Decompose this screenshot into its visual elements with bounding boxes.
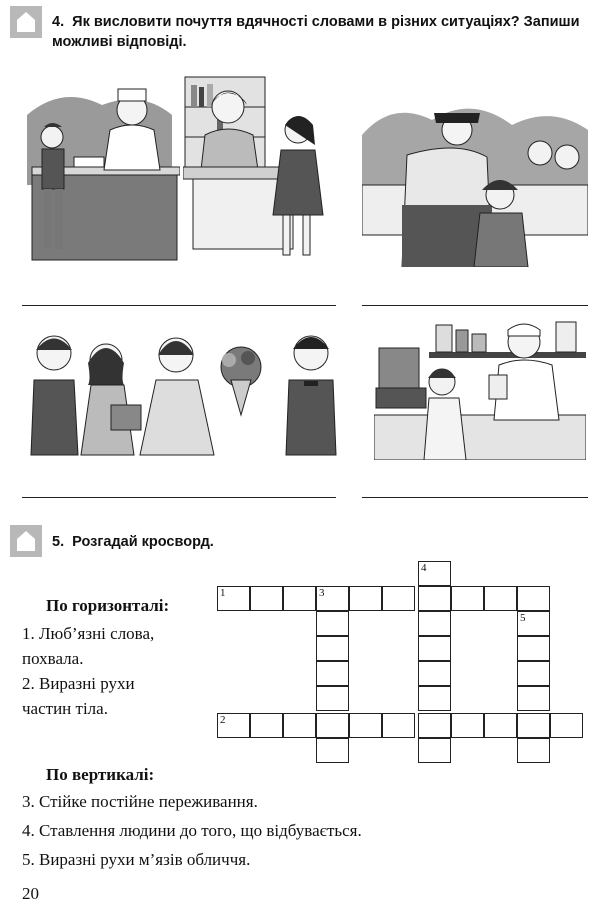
crossword-cell[interactable] [250, 586, 283, 611]
crossword-cell[interactable] [316, 738, 349, 763]
policeman-and-girl-scene [362, 95, 588, 267]
across-clue-1 [22, 622, 154, 671]
down-clue-4: 4. Ставлення людини до того, що відбувається. [22, 821, 362, 840]
crossword-cell[interactable] [418, 636, 451, 661]
crossword-cell[interactable] [316, 586, 349, 611]
crossword-cell[interactable] [418, 611, 451, 636]
task4-line2: можливі відповіді. [52, 34, 187, 50]
crossword-cell[interactable] [517, 686, 550, 711]
crossword-cell[interactable] [517, 636, 550, 661]
crossword-cell[interactable] [418, 586, 451, 611]
cell-number-1: 1 [220, 587, 226, 599]
crossword-cell[interactable] [517, 586, 550, 611]
across-clue-2-line2: частин тіла. [22, 699, 108, 718]
crossword-cell[interactable] [418, 738, 451, 763]
task5-text [52, 532, 214, 552]
page-number: 20 [22, 884, 39, 903]
task4-number: 4. [52, 14, 65, 30]
crossword-cell[interactable] [517, 738, 550, 763]
crossword-cell[interactable] [418, 661, 451, 686]
across-title: По горизонталі: [46, 596, 170, 615]
across-clue-1-line2: похвала. [22, 649, 84, 668]
crossword-cell[interactable] [316, 661, 349, 686]
cell-number-2: 2 [220, 714, 226, 726]
crossword-cell[interactable] [517, 713, 550, 738]
crossword-cell[interactable] [418, 686, 451, 711]
answer-line-3[interactable] [22, 497, 336, 498]
crossword-cell[interactable] [316, 713, 349, 738]
crossword-cell[interactable] [349, 586, 382, 611]
crossword-cell[interactable] [418, 561, 451, 586]
crossword-cell[interactable] [484, 713, 517, 738]
across-clue-1-line1: 1. Люб’язні слова, [22, 624, 155, 643]
task-house-icon [10, 525, 42, 557]
answer-line-2[interactable] [362, 305, 588, 306]
doctor-and-boy-scene [22, 75, 180, 270]
down-clue-5: 5. Виразні рухи м’язів обличчя. [22, 850, 251, 869]
crossword-cell[interactable] [217, 713, 250, 738]
crossword-cell[interactable] [517, 661, 550, 686]
crossword-cell[interactable] [250, 713, 283, 738]
crossword-cell[interactable] [283, 586, 316, 611]
librarian-and-girl-scene [183, 75, 336, 270]
down-clue-3: 3. Стійке постійне переживання. [22, 792, 258, 811]
cell-number-4: 4 [421, 562, 427, 574]
crossword-cell[interactable] [517, 611, 550, 636]
down-title: По вертикалі: [46, 765, 155, 784]
task5-number: 5. [52, 534, 65, 550]
crossword-cell[interactable] [382, 713, 415, 738]
crossword-cell[interactable] [451, 713, 484, 738]
task4-line1: Як висловити почуття вдячності словами в різних ситуаціях? Запиши [72, 14, 580, 30]
crossword-cell[interactable] [283, 713, 316, 738]
answer-line-4[interactable] [362, 497, 588, 498]
crossword-cell[interactable] [418, 713, 451, 738]
crossword-cell[interactable] [316, 611, 349, 636]
shop-seller-and-boy-scene [374, 320, 586, 460]
across-clue-2-line1: 2. Виразні рухи [22, 674, 135, 693]
task-house-icon [10, 6, 42, 38]
crossword-cell[interactable] [382, 586, 415, 611]
crossword-cell[interactable] [349, 713, 382, 738]
crossword-cell[interactable] [484, 586, 517, 611]
children-giving-gifts-scene [26, 325, 340, 460]
crossword-cell[interactable] [550, 713, 583, 738]
crossword-cell[interactable] [316, 686, 349, 711]
across-clue-2 [22, 672, 135, 721]
cell-number-5: 5 [520, 612, 526, 624]
crossword-cell[interactable] [316, 636, 349, 661]
crossword-cell[interactable] [217, 586, 250, 611]
crossword-cell[interactable] [451, 586, 484, 611]
answer-line-1[interactable] [22, 305, 336, 306]
task4-text [52, 12, 592, 52]
task5-label: Розгадай кросворд. [72, 534, 214, 550]
cell-number-3: 3 [319, 587, 325, 599]
